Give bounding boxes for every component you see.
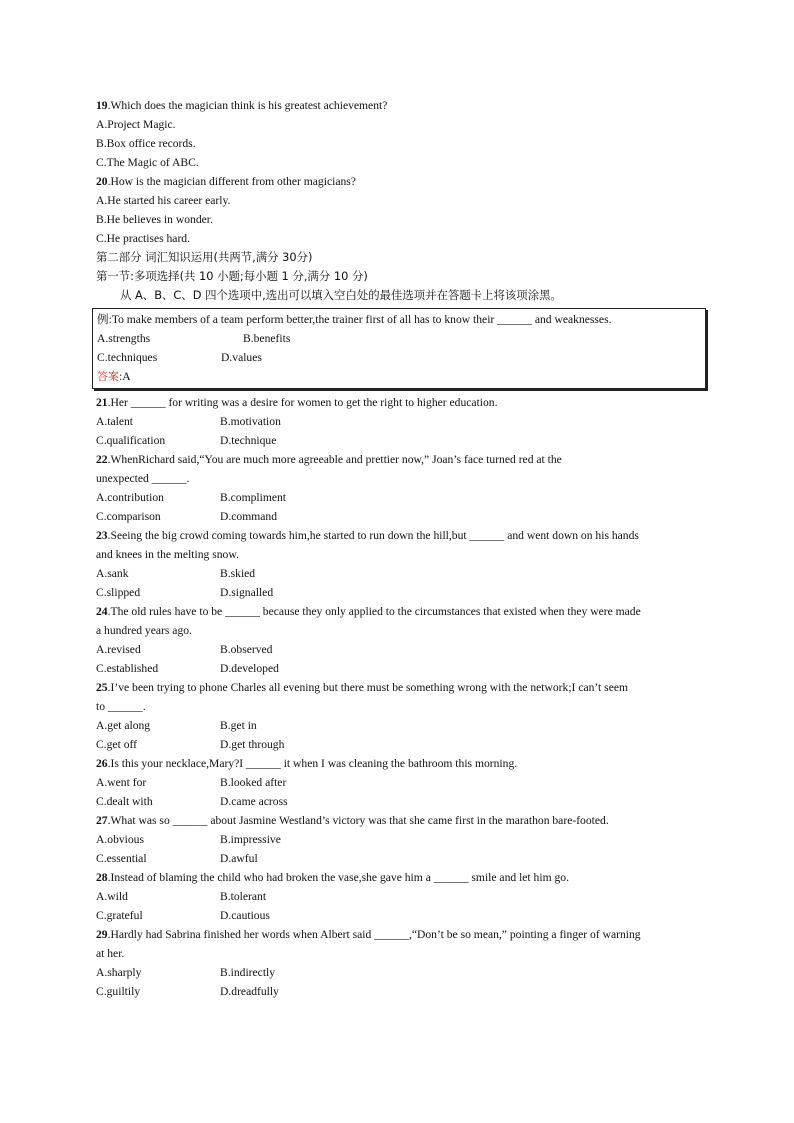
option-d: D.get through bbox=[220, 738, 285, 751]
option-c: C.techniques bbox=[97, 351, 158, 364]
example-stem: 例:To make members of a team perform better,the trainer first of all has to know their ______ and weaknesses. bbox=[97, 313, 612, 326]
option-a: A.Project Magic. bbox=[96, 118, 176, 131]
option-a: A.went for bbox=[96, 776, 147, 789]
part-title: 第二部分 词汇知识运用(共两节,满分 30分) bbox=[96, 250, 313, 264]
question-25 bbox=[96, 678, 706, 754]
option-c: C.dealt with bbox=[96, 795, 153, 808]
options-row-1 bbox=[96, 564, 706, 583]
options-row-2 bbox=[96, 849, 706, 868]
question-stem bbox=[96, 754, 706, 773]
option-d: D.signalled bbox=[220, 586, 274, 599]
option-d: D.developed bbox=[220, 662, 279, 675]
option-a: A.obvious bbox=[96, 833, 144, 846]
option-a: A.sank bbox=[96, 567, 129, 580]
option-a: A.He started his career early. bbox=[96, 194, 231, 207]
option-b: B.observed bbox=[220, 643, 273, 656]
question-text: .Seeing the big crowd coming towards him,he started to run down the hill,but ______ and went down on his hands bbox=[107, 529, 639, 542]
option-d: D.technique bbox=[220, 434, 277, 447]
example-options-row-2 bbox=[97, 348, 705, 367]
example-box bbox=[92, 308, 706, 389]
option-a: A.sharply bbox=[96, 966, 142, 979]
question-text: at her. bbox=[96, 947, 125, 960]
question-23 bbox=[96, 526, 706, 602]
option-b: B.He believes in wonder. bbox=[96, 213, 213, 226]
question-number: 26 bbox=[96, 757, 108, 770]
question-stem-continued bbox=[96, 944, 706, 963]
question-stem bbox=[96, 811, 706, 830]
question-stem bbox=[96, 393, 706, 412]
option-b: B.benefits bbox=[243, 332, 291, 345]
option-c: C.essential bbox=[96, 852, 147, 865]
example-options-row-1 bbox=[97, 329, 705, 348]
option-b: B.looked after bbox=[220, 776, 287, 789]
question-text: .Hardly had Sabrina finished her words when Albert said ______,“Don’t be so mean,” pointing a finger of warning bbox=[107, 928, 641, 941]
option-a: A.revised bbox=[96, 643, 141, 656]
option-b: B.indirectly bbox=[220, 966, 276, 979]
option-c: C.get off bbox=[96, 738, 138, 751]
question-text: .How is the magician different from other magicians? bbox=[107, 175, 356, 188]
question-list bbox=[96, 393, 706, 1001]
example-answer bbox=[97, 367, 705, 386]
options-row-2 bbox=[96, 659, 706, 678]
option-d: D.cautious bbox=[220, 909, 270, 922]
section-title: 第一节:多项选择(共 10 小题;每小题 1 分,满分 10 分) bbox=[96, 269, 368, 283]
option-b: B.Box office records. bbox=[96, 137, 196, 150]
exam-page bbox=[96, 96, 706, 1001]
question-20 bbox=[96, 172, 706, 248]
question-number: 19 bbox=[96, 99, 108, 112]
question-text: unexpected ______. bbox=[96, 472, 190, 485]
question-24 bbox=[96, 602, 706, 678]
question-21 bbox=[96, 393, 706, 450]
question-stem-continued bbox=[96, 545, 706, 564]
question-text: to ______. bbox=[96, 700, 146, 713]
question-29 bbox=[96, 925, 706, 1001]
options-row-1 bbox=[96, 773, 706, 792]
question-number: 29 bbox=[96, 928, 108, 941]
question-number: 20 bbox=[96, 175, 108, 188]
option-c: C.established bbox=[96, 662, 159, 675]
option-d: D.dreadfully bbox=[220, 985, 279, 998]
question-text: .I’ve been trying to phone Charles all evening but there must be something wrong with the network;I can’t seem bbox=[107, 681, 628, 694]
question-text: a hundred years ago. bbox=[96, 624, 192, 637]
option-b: B.impressive bbox=[220, 833, 281, 846]
options-row-1 bbox=[96, 887, 706, 906]
question-number: 27 bbox=[96, 814, 108, 827]
answer-label: 答案 bbox=[97, 370, 119, 383]
option-c: C.He practises hard. bbox=[96, 232, 191, 245]
options-row-2 bbox=[96, 431, 706, 450]
question-number: 22 bbox=[96, 453, 108, 466]
option-a: A.wild bbox=[96, 890, 128, 903]
option-b: B.tolerant bbox=[220, 890, 267, 903]
question-stem-continued bbox=[96, 469, 706, 488]
question-number: 24 bbox=[96, 605, 108, 618]
options-row-1 bbox=[96, 963, 706, 982]
question-28 bbox=[96, 868, 706, 925]
question-number: 25 bbox=[96, 681, 108, 694]
option-d: D.awful bbox=[220, 852, 258, 865]
options-row-2 bbox=[96, 507, 706, 526]
answer-value: :A bbox=[119, 370, 131, 383]
option-a: A.talent bbox=[96, 415, 134, 428]
question-text: and knees in the melting snow. bbox=[96, 548, 239, 561]
option-b: B.compliment bbox=[220, 491, 287, 504]
question-text: .Instead of blaming the child who had broken the vase,she gave him a ______ smile and let him go. bbox=[107, 871, 569, 884]
options-row-1 bbox=[96, 830, 706, 849]
options-row-2 bbox=[96, 735, 706, 754]
option-d: D.values bbox=[221, 351, 262, 364]
question-number: 28 bbox=[96, 871, 108, 884]
question-22 bbox=[96, 450, 706, 526]
section-instruction: 从 A、B、C、D 四个选项中,选出可以填入空白处的最佳选项并在答题卡上将该项涂黑。 bbox=[120, 288, 562, 302]
option-d: D.came across bbox=[220, 795, 288, 808]
option-c: C.guiltily bbox=[96, 985, 141, 998]
option-c: C.grateful bbox=[96, 909, 143, 922]
option-d: D.command bbox=[220, 510, 277, 523]
question-stem bbox=[96, 925, 706, 944]
question-stem-continued bbox=[96, 621, 706, 640]
options-row-1 bbox=[96, 716, 706, 735]
question-text: .Her ______ for writing was a desire for women to get the right to higher education. bbox=[107, 396, 498, 409]
question-number: 21 bbox=[96, 396, 108, 409]
option-b: B.get in bbox=[220, 719, 257, 732]
option-c: C.qualification bbox=[96, 434, 166, 447]
option-c: C.The Magic of ABC. bbox=[96, 156, 199, 169]
option-a: A.get along bbox=[96, 719, 151, 732]
question-stem bbox=[96, 172, 706, 191]
question-text: .The old rules have to be ______ because they only applied to the circumstances that existed when they were made bbox=[107, 605, 641, 618]
question-stem bbox=[96, 450, 706, 469]
question-text: .WhenRichard said,“You are much more agreeable and prettier now,” Joan’s face turned red at the bbox=[107, 453, 562, 466]
options-row-2 bbox=[96, 583, 706, 602]
question-stem bbox=[96, 602, 706, 621]
option-b: B.motivation bbox=[220, 415, 281, 428]
options-row-2 bbox=[96, 792, 706, 811]
question-stem bbox=[96, 678, 706, 697]
options-row-2 bbox=[96, 906, 706, 925]
options-row-1 bbox=[96, 488, 706, 507]
question-26 bbox=[96, 754, 706, 811]
option-b: B.skied bbox=[220, 567, 256, 580]
options-row-2 bbox=[96, 982, 706, 1001]
options-row-1 bbox=[96, 412, 706, 431]
question-stem bbox=[96, 526, 706, 545]
question-text: .Is this your necklace,Mary?I ______ it when I was cleaning the bathroom this morning. bbox=[107, 757, 518, 770]
option-c: C.comparison bbox=[96, 510, 161, 523]
question-stem-continued bbox=[96, 697, 706, 716]
question-19 bbox=[96, 96, 706, 172]
question-number: 23 bbox=[96, 529, 108, 542]
question-stem bbox=[96, 96, 706, 115]
option-a: A.contribution bbox=[96, 491, 164, 504]
option-c: C.slipped bbox=[96, 586, 141, 599]
question-27 bbox=[96, 811, 706, 868]
question-text: .Which does the magician think is his greatest achievement? bbox=[107, 99, 388, 112]
question-stem bbox=[96, 868, 706, 887]
question-text: .What was so ______ about Jasmine Westland’s victory was that she came first in the marathon bare-footed. bbox=[107, 814, 609, 827]
options-row-1 bbox=[96, 640, 706, 659]
option-a: A.strengths bbox=[97, 332, 151, 345]
